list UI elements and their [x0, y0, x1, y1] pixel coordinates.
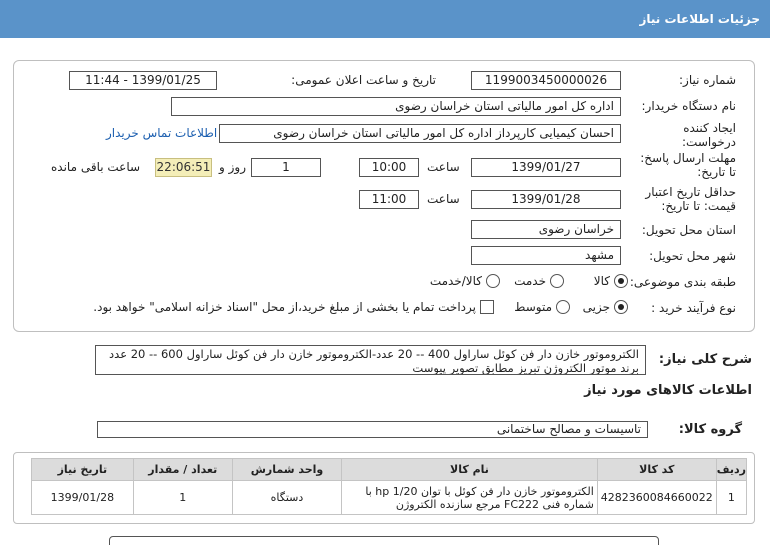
- cell-quantity: 1: [133, 481, 232, 515]
- radio-selected-icon[interactable]: [614, 274, 628, 288]
- purchase-process-label: نوع فرآیند خرید :: [651, 301, 736, 315]
- reply-time-label: ساعت: [427, 160, 460, 174]
- validity-time-field: 11:00: [359, 190, 419, 209]
- description-label: شرح کلی نیاز:: [658, 352, 752, 367]
- goods-table-panel: [13, 452, 755, 524]
- col-quantity: تعداد / مقدار: [133, 459, 232, 481]
- col-unit: واحد شمارش: [232, 459, 341, 481]
- page-title: جزئیات اطلاعات نیاز: [639, 12, 760, 26]
- reply-deadline-label-line1: مهلت ارسال پاسخ:: [640, 151, 736, 165]
- buyer-label: نام دستگاه خریدار:: [641, 99, 736, 113]
- remaining-time-label: ساعت باقی مانده: [51, 160, 141, 174]
- col-item-name: نام کالا: [342, 459, 598, 481]
- buyer-field: اداره کل امور مالیاتی استان خراسان رضوی: [171, 97, 621, 116]
- cell-item-name: الکتروموتور خازن دار فن کوئل با توان hp 1/20 با شماره فنی FC222 مرجع سازنده الکتروژن: [342, 481, 598, 515]
- category-option-goods-service[interactable]: کالا/خدمت: [430, 273, 500, 288]
- validity-date-field: 1399/01/28: [471, 190, 621, 209]
- col-item-code: کد کالا: [597, 459, 716, 481]
- cell-need-date: 1399/01/28: [32, 481, 134, 515]
- col-need-date: تاریخ نیاز: [32, 459, 134, 481]
- price-validity-label-line1: حداقل تاریخ اعتبار: [645, 185, 736, 199]
- table-row: [32, 481, 747, 515]
- province-label: استان محل تحویل:: [641, 223, 736, 237]
- need-number-label: شماره نیاز:: [679, 73, 736, 87]
- city-field: مشهد: [471, 246, 621, 265]
- checkbox-icon[interactable]: [480, 300, 494, 314]
- remaining-days-field: 1: [251, 158, 321, 177]
- announce-date-label: تاریخ و ساعت اعلان عمومی:: [291, 73, 436, 87]
- treasury-payment-option[interactable]: پرداخت تمام یا بخشی از مبلغ خرید،از محل "اسناد خزانه اسلامی" خواهد بود.: [93, 299, 494, 314]
- creator-label-line1: ایجاد کننده: [683, 121, 736, 135]
- radio-icon[interactable]: [486, 274, 500, 288]
- category-option-service[interactable]: خدمت: [514, 273, 564, 288]
- col-row-number: ردیف: [716, 459, 746, 481]
- table-header-row: [32, 459, 747, 481]
- need-number-field: 1199003450000026: [471, 71, 621, 90]
- province-field: خراسان رضوی: [471, 220, 621, 239]
- days-label: روز و: [219, 160, 246, 174]
- radio-icon[interactable]: [556, 300, 570, 314]
- cell-unit: دستگاه: [232, 481, 341, 515]
- process-option-minor[interactable]: جزیی: [583, 299, 628, 314]
- category-label: طبقه بندی موضوعی:: [629, 275, 736, 289]
- goods-table: [31, 458, 747, 515]
- validity-time-label: ساعت: [427, 192, 460, 206]
- category-option-goods[interactable]: کالا: [594, 273, 628, 288]
- attachments-panel: [109, 536, 659, 545]
- page-header: [0, 0, 770, 38]
- goods-info-title: اطلاعات کالاهای مورد نیاز: [584, 383, 752, 398]
- cell-row-number: 1: [716, 481, 746, 515]
- radio-selected-icon[interactable]: [614, 300, 628, 314]
- remaining-time-counter: 22:06:51: [155, 158, 212, 177]
- process-option-medium[interactable]: متوسط: [514, 299, 570, 314]
- city-label: شهر محل تحویل:: [649, 249, 736, 263]
- buyer-contact-link[interactable]: اطلاعات تماس خریدار: [106, 126, 218, 140]
- need-details-panel: [13, 60, 755, 332]
- price-validity-label-line2: قیمت: تا تاریخ:: [661, 199, 736, 213]
- description-field: الکتروموتور خازن دار فن کوئل ساراول 400 -- 20 عدد-الکتروموتور خازن دار فن کوئل ساراول 600 -- 20 عدد برند موتور الکتروژن تبریز مطابق تصویر پیوست: [95, 345, 646, 375]
- reply-deadline-label-line2: تا تاریخ:: [697, 165, 736, 179]
- goods-group-label: گروه کالا:: [678, 422, 742, 437]
- reply-date-field: 1399/01/27: [471, 158, 621, 177]
- creator-field: احسان کیمیایی کارپرداز اداره کل امور مالیاتی استان خراسان رضوی: [219, 124, 621, 143]
- cell-item-code: 4282360084660022: [597, 481, 716, 515]
- radio-icon[interactable]: [550, 274, 564, 288]
- announce-date-field: 1399/01/25 - 11:44: [69, 71, 217, 90]
- goods-group-field: تاسیسات و مصالح ساختمانی: [97, 421, 648, 438]
- creator-label-line2: درخواست:: [682, 135, 736, 149]
- reply-time-field: 10:00: [359, 158, 419, 177]
